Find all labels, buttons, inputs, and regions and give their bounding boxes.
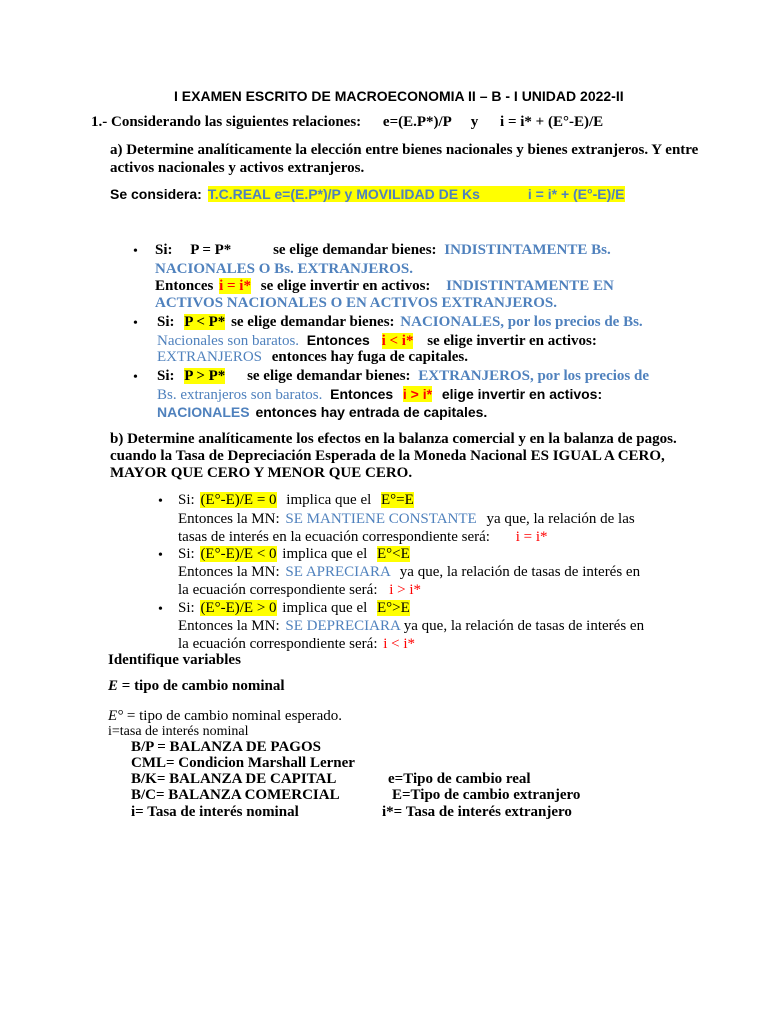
bullet-b2-line-1 [178,546,410,563]
variable-cml: CML= Condicion Marshall Lerner [131,755,355,771]
si-label: Si: [178,546,195,562]
result: E°>E [377,600,410,616]
si-label: Si: [155,242,173,258]
bullet-b1-line-2 [178,511,635,528]
answer-tail: entonces hay entrada de capitales. [255,404,488,420]
answer-tail: entonces hay fuga de capitales. [271,349,469,365]
answer: SE APRECIARA [285,564,391,580]
E-symbol: E [108,678,119,694]
q1-intro-text: 1.- Considerando las siguientes relaciones: [91,114,362,130]
bullet-dot: • [133,370,138,385]
invest-text: se elige invertir en activos: [427,333,597,349]
condition: P = P* [190,242,232,258]
bullet-a2-line-1 [157,314,643,331]
line-2-text: tasas de interés en la ecuación correspondiente será: [178,529,490,545]
si-label: Si: [157,314,175,330]
variables-heading: Identifique variables [108,652,241,668]
variable-E-ext: E=Tipo de cambio extranjero [392,787,581,803]
tail-text: ya que, la relación de las [486,511,635,527]
bullet-b2-line-3 [178,582,421,599]
answer-goods: NACIONALES, por los precios de Bs. [400,314,643,330]
si-label: Si: [157,368,175,384]
bullet-dot: • [158,602,163,617]
variable-bc: B/C= BALANZA COMERCIAL [131,787,340,803]
answer-assets: EXTRANJEROS [157,349,263,365]
tail-text: ya que, la relación de tasas de interés en [399,564,641,580]
tail-text: ya que, la relación de tasas de interés en [403,618,645,634]
line-2-text: la ecuación correspondiente será: [178,582,378,598]
q1b-line-3: MAYOR QUE CERO Y MENOR QUE CERO. [110,465,413,481]
bullet-a1-line-2: NACIONALES O Bs. EXTRANJEROS. [155,261,413,277]
E-definition: = tipo de cambio nominal [121,678,285,694]
q1b-line-1: b) Determine analíticamente los efectos en la balanza comercial y en la balanza de pagos. [110,431,677,447]
bullet-dot: • [133,316,138,331]
variable-i-ext: i*= Tasa de interés extranjero [382,804,572,820]
E-expected-symbol: E° [108,708,124,724]
condition: P < P* [184,314,226,330]
answer-goods: INDISTINTAMENTE Bs. [444,242,611,258]
entonces-label: Entonces la MN: [178,511,280,527]
bullet-a1-line-1 [155,242,611,259]
answer-goods: EXTRANJEROS, por los precios de [418,368,650,384]
entonces-label: Entonces la MN: [178,618,280,634]
answer-goods-cont: Bs. extranjeros son baratos. [157,387,323,403]
rate-relation: i = i* [219,278,251,294]
q1a-line-1: a) Determine analíticamente la elección entre bienes nacionales y bienes extranjeros. Y entre [110,142,699,158]
entonces-label: Entonces [155,278,214,294]
invest-text: elige invertir en activos: [441,386,603,402]
se-considera-label: Se considera: [110,186,202,202]
bullet-dot: • [158,548,163,563]
q1-relation-2: i = i* + (E°-E)/E [500,114,604,130]
variable-e-real: e=Tipo de cambio real [388,771,531,787]
bullet-b3-line-1 [178,600,410,617]
variable-E [108,678,285,695]
bullet-a3-line-3 [157,404,487,420]
bullet-a2-line-2 [157,332,597,350]
bullet-dot: • [158,494,163,509]
bullet-b1-line-1 [178,492,414,509]
q1a-line-2: activos nacionales y activos extranjeros. [110,160,365,176]
E-expected-definition: = tipo de cambio nominal esperado. [126,708,342,724]
se-considera-line [110,186,625,202]
bullet-b3-line-3 [178,636,415,653]
considera-highlight-gap [480,186,528,202]
variable-i-nominal: i= Tasa de interés nominal [131,804,299,820]
rate-relation: i = i* [515,529,548,545]
q1-y: y [470,114,479,130]
entonces-label: Entonces [306,332,370,348]
rate-relation: i < i* [383,636,416,652]
q1-relation-1: e=(E.P*)/P [382,114,452,130]
answer-assets: NACIONALES [157,404,250,420]
rate-relation: i < i* [381,333,414,349]
answer-assets: INDISTINTAMENTE EN [446,278,614,294]
variable-bp: B/P = BALANZA DE PAGOS [131,739,321,755]
answer: SE DEPRECIARA [285,618,401,634]
implica-text: implica que el [282,600,368,616]
variable-E-expected [108,708,342,725]
si-label: Si: [178,492,195,508]
entonces-label: Entonces la MN: [178,564,280,580]
variable-bk: B/K= BALANZA DE CAPITAL [131,771,337,787]
implica-text: implica que el [282,546,368,562]
rate-relation: i > i* [389,582,422,598]
q1b-line-2: cuando la Tasa de Depreciación Esperada de la Moneda Nacional ES IGUAL A CERO, [110,448,665,464]
answer-goods-cont: Nacionales son baratos. [157,333,300,349]
bullet-a2-line-3 [157,349,468,366]
considera-highlight-2: i = i* + (E°-E)/E [527,186,625,202]
condition: P > P* [184,368,226,384]
rate-relation: i > i* [402,386,433,402]
bullet-a3-line-2 [157,386,602,404]
demand-text: se elige demandar bienes: [231,314,395,330]
answer: SE MANTIENE CONSTANTE [285,511,477,527]
bullet-a1-line-3 [155,278,614,295]
bullet-a1-line-4: ACTIVOS NACIONALES O EN ACTIVOS EXTRANJEROS. [155,295,557,311]
condition: (E°-E)/E < 0 [200,546,277,562]
bullet-b1-line-3 [178,529,548,546]
page-title: I EXAMEN ESCRITO DE MACROECONOMIA II – B - I UNIDAD 2022-II [174,88,624,104]
result: E°=E [381,492,414,508]
result: E°<E [377,546,410,562]
bullet-a3-line-1 [157,368,649,385]
bullet-b3-line-2 [178,618,644,635]
considera-highlight-1: T.C.REAL e=(E.P*)/P y MOVILIDAD DE Ks [207,186,480,202]
condition: (E°-E)/E = 0 [200,492,277,508]
line-2-text: la ecuación correspondiente será: [178,636,378,652]
entonces-label: Entonces [330,386,394,402]
demand-text: se elige demandar bienes: [247,368,411,384]
si-label: Si: [178,600,195,616]
invest-text: se elige invertir en activos: [260,278,431,294]
bullet-dot: • [133,244,138,259]
variable-i: i=tasa de interés nominal [108,724,249,739]
question-1-intro [91,114,603,131]
condition: (E°-E)/E > 0 [200,600,277,616]
demand-text: se elige demandar bienes: [273,242,437,258]
implica-text: implica que el [286,492,372,508]
bullet-b2-line-2 [178,564,640,581]
